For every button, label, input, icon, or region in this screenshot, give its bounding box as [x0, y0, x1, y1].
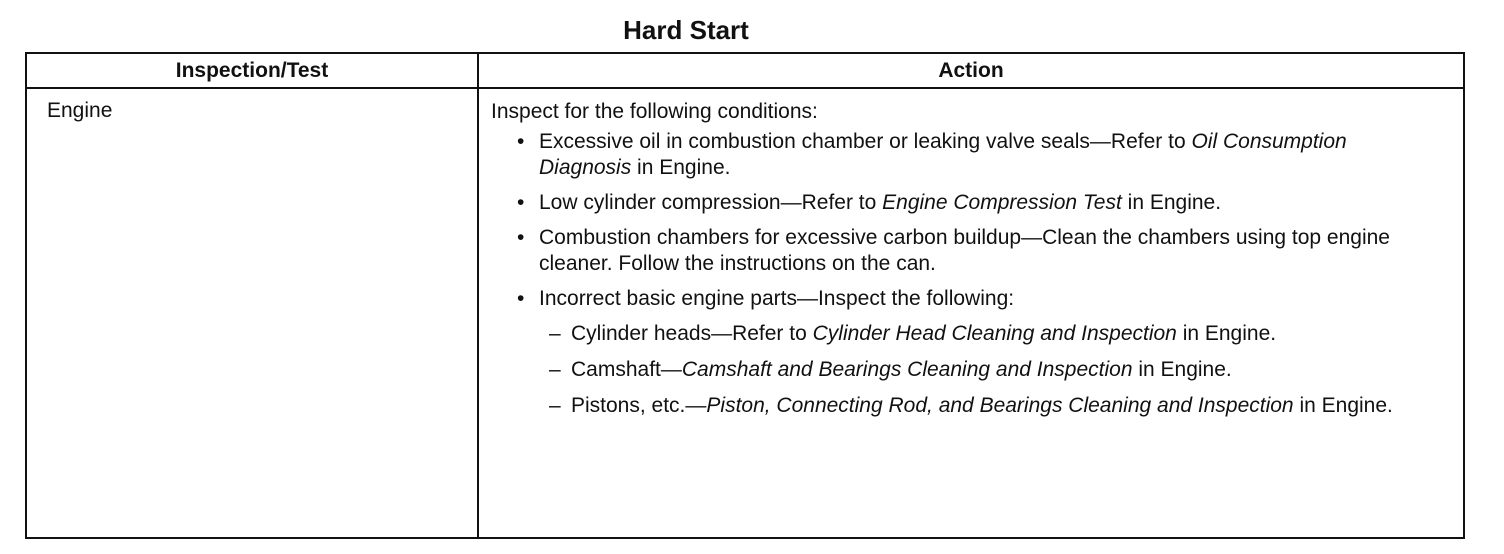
condition-item-carbon	[517, 225, 1443, 277]
condition-text: Low cylinder compression—Refer to	[539, 191, 883, 214]
condition-text: Combustion chambers for excessive carbon buildup—Clean the chambers using top engine cleaner. Follow the instructions on the can.	[539, 226, 1390, 275]
condition-item-oil	[517, 129, 1443, 181]
header-row	[26, 53, 1464, 88]
condition-item-compression	[517, 190, 1443, 216]
hard-start-table	[25, 52, 1465, 539]
part-item-camshaft	[549, 357, 1443, 383]
condition-list	[491, 129, 1443, 419]
table-row	[26, 88, 1464, 538]
part-suffix: in Engine.	[1132, 358, 1232, 381]
part-suffix: in Engine.	[1176, 322, 1277, 345]
part-item-pistons	[549, 393, 1443, 419]
reference-cylinder-head: Cylinder Head Cleaning and Inspection	[812, 322, 1177, 345]
action-intro: Inspect for the following conditions:	[491, 100, 818, 123]
reference-oil-consumption: Oil Consumption Diagnosis	[539, 130, 1347, 179]
condition-item-engine-parts	[517, 286, 1443, 419]
inspection-text: Engine	[47, 99, 113, 122]
part-item-cylinder-heads	[549, 321, 1443, 347]
reference-pistons: Piston, Connecting Rod, and Bearings Cleaning and Inspection	[706, 394, 1294, 417]
part-text: Cylinder heads—Refer to	[571, 322, 813, 345]
condition-suffix: in Engine.	[1121, 191, 1222, 214]
engine-parts-list	[517, 321, 1443, 419]
condition-text: Incorrect basic engine parts—Inspect the following:	[539, 287, 1015, 310]
action-content	[479, 89, 1463, 419]
part-text: Camshaft—	[571, 358, 682, 381]
reference-camshaft: Camshaft and Bearings Cleaning and Inspection	[681, 358, 1133, 381]
column-header-inspection-test: Inspection/Test	[26, 53, 478, 88]
reference-compression-test: Engine Compression Test	[882, 191, 1122, 214]
condition-suffix: in Engine.	[631, 156, 731, 179]
page-title: Hard Start	[623, 15, 749, 45]
column-header-action: Action	[478, 53, 1464, 88]
condition-text: Excessive oil in combustion chamber or leaking valve seals—Refer to	[539, 130, 1192, 153]
part-suffix: in Engine.	[1293, 394, 1393, 417]
action-cell	[478, 88, 1464, 538]
part-text: Pistons, etc.—	[571, 394, 707, 417]
inspection-cell	[26, 88, 478, 538]
